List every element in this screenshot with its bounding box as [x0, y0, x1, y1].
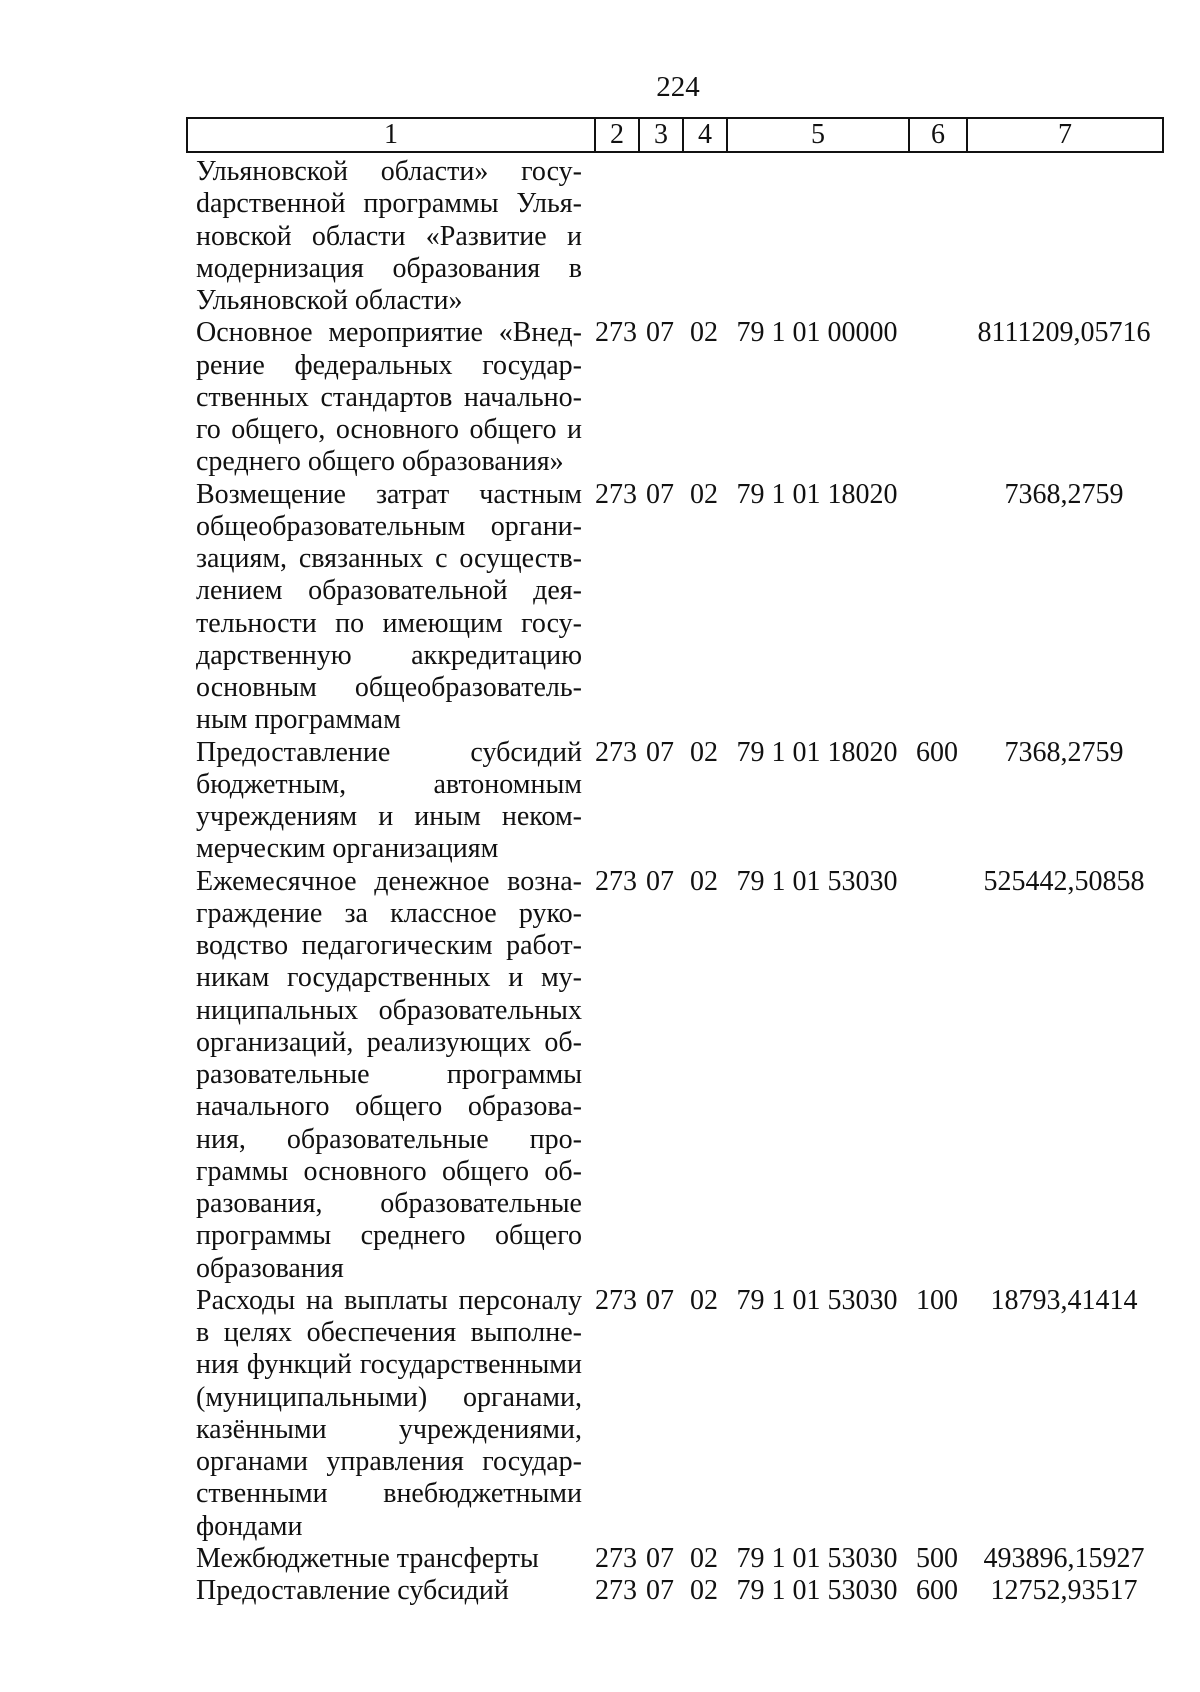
cell-amount: 493896,15927	[983, 1542, 1145, 1574]
cell-subsection-code: 02	[690, 1575, 718, 1606]
cell-expense-type	[908, 479, 966, 737]
row-name: Расходы на выплаты персоналу в целях обеспечения выполнения функций государственными (муниципальными) органами, казёнными учреждениями, органами управления государственными внебюджетными фондами	[196, 1284, 582, 1542]
cell-target-article	[726, 156, 908, 317]
cell-subsection-code: 02	[690, 736, 718, 768]
cell-ministry-code: 273	[595, 865, 637, 897]
cell-amount: 7368,2759	[1004, 478, 1124, 510]
cell-subsection-code: 02	[690, 1542, 718, 1574]
column-header-6: 6	[909, 118, 967, 152]
row-name: Ульяновской области» госуdарственной программы Ульяновской области «Развитие и модернизация образования в Ульяновской области»	[196, 156, 582, 316]
cell-section-code: 07	[646, 1575, 674, 1606]
budget-table-body	[186, 156, 1162, 1607]
table-row	[186, 866, 1162, 1285]
cell-subsection-code	[682, 156, 726, 317]
column-header-5: 5	[727, 118, 909, 152]
column-header-2: 2	[595, 118, 639, 152]
cell-target-article: 79 1 01 00000	[736, 317, 898, 349]
cell-target-article: 79 1 01 53030	[736, 1575, 898, 1606]
cell-section-code: 07	[646, 1542, 674, 1574]
row-name: Основное мероприятие «Внедрение федеральных государственных стандартов начального общего, основного общего и среднего общего образования»	[196, 317, 582, 478]
column-header-3: 3	[639, 118, 683, 152]
cell-amount: 18793,41414	[990, 1284, 1138, 1316]
cell-ministry-code: 273	[595, 1284, 637, 1316]
cell-amount: 8111209,05716	[977, 317, 1151, 349]
row-name: Межбюджетные трансферты	[196, 1542, 539, 1574]
cell-expense-type	[908, 866, 966, 1285]
cell-section-code: 07	[646, 736, 674, 768]
cell-expense-type: 600	[916, 736, 958, 768]
cell-expense-type: 100	[916, 1284, 958, 1316]
table-row	[186, 1575, 1162, 1607]
cell-amount: 7368,2759	[1004, 736, 1124, 768]
cell-section-code: 07	[646, 317, 674, 349]
cell-expense-type: 500	[916, 1542, 958, 1574]
cell-expense-type: 600	[916, 1575, 958, 1606]
table-row	[186, 479, 1162, 737]
cell-section-code	[638, 156, 682, 317]
column-header-7: 7	[967, 118, 1163, 152]
cell-ministry-code: 273	[595, 1575, 637, 1606]
cell-amount	[966, 156, 1162, 317]
cell-subsection-code: 02	[690, 478, 718, 510]
table-row	[186, 1543, 1162, 1575]
column-header-1: 1	[187, 118, 595, 152]
cell-subsection-code: 02	[690, 1284, 718, 1316]
table-row	[186, 317, 1162, 478]
cell-amount: 525442,50858	[983, 865, 1145, 897]
cell-section-code: 07	[646, 865, 674, 897]
row-name: Ежемесячное денежное вознаграждение за классное руководство педагогическим работникам государственных и муниципальных образовательных организаций, реализующих образовательные программы начального общего образования, образовательные программы основного общего образования, образовательные программы среднего общего образования	[196, 865, 582, 1284]
cell-target-article: 79 1 01 53030	[736, 865, 898, 897]
cell-subsection-code: 02	[690, 317, 718, 349]
cell-subsection-code: 02	[690, 865, 718, 897]
table-row	[186, 1285, 1162, 1543]
table-row	[186, 156, 1162, 317]
cell-section-code: 07	[646, 478, 674, 510]
row-name: Возмещение затрат частным общеобразовательным организациям, связанных с осуществлением образовательной деятельности по имеющим государственную аккредитацию основным общеобразовательным программам	[196, 478, 582, 736]
cell-ministry-code: 273	[595, 317, 637, 349]
cell-section-code: 07	[646, 1284, 674, 1316]
row-name: Предоставление субсидий бюджетным, автономным учреждениям и иным некоммерческим организациям	[196, 736, 582, 865]
cell-ministry-code: 273	[595, 736, 637, 768]
column-header-4: 4	[683, 118, 727, 152]
cell-expense-type	[908, 156, 966, 317]
cell-ministry-code: 273	[595, 1542, 637, 1574]
cell-ministry-code	[594, 156, 638, 317]
page-number: 224	[656, 71, 700, 103]
row-name: Предоставление субсидий	[196, 1575, 509, 1606]
cell-target-article: 79 1 01 53030	[736, 1542, 898, 1574]
table-row	[186, 737, 1162, 866]
cell-ministry-code: 273	[595, 478, 637, 510]
cell-amount: 12752,93517	[990, 1575, 1138, 1606]
column-header-row	[186, 117, 1164, 153]
cell-target-article: 79 1 01 18020	[736, 478, 898, 510]
cell-target-article: 79 1 01 18020	[736, 736, 898, 768]
budget-table	[186, 156, 1162, 1607]
cell-target-article: 79 1 01 53030	[736, 1284, 898, 1316]
cell-expense-type	[908, 317, 966, 478]
